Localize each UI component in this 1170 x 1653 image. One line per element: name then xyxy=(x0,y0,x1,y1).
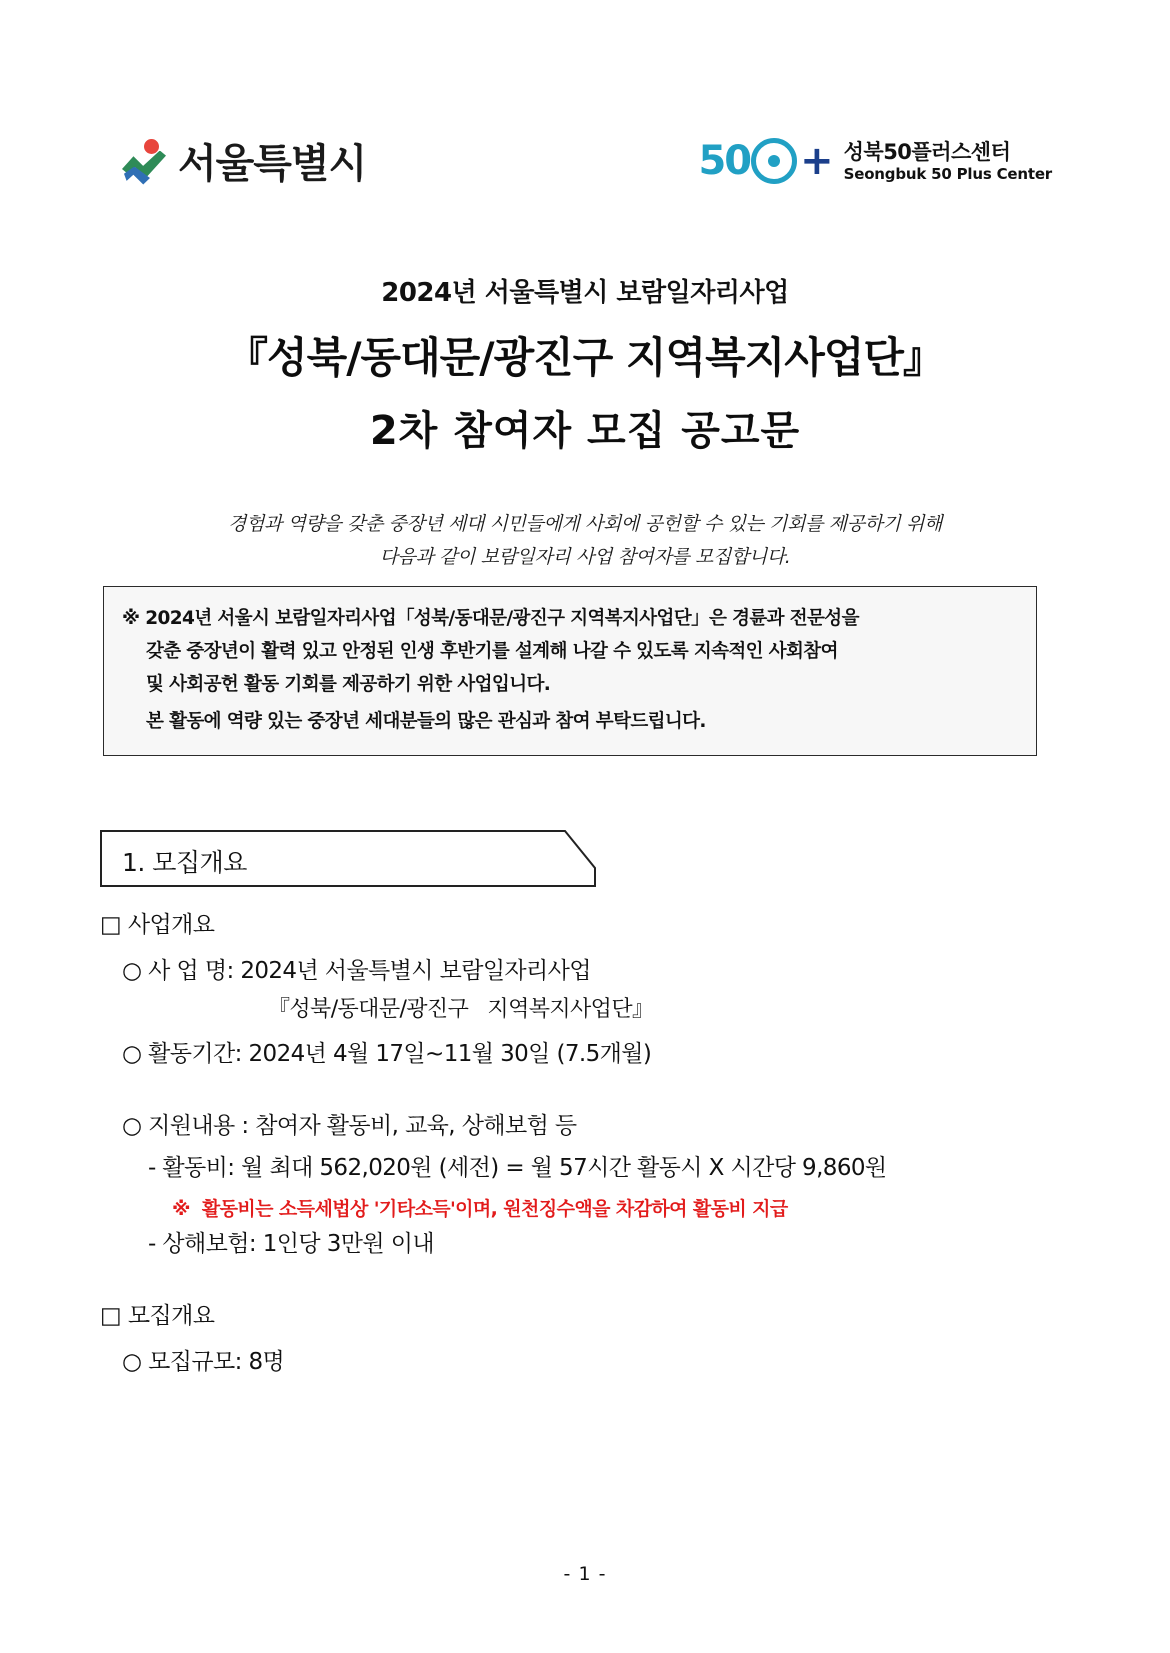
center-name-korean: 성북50플러스센터 xyxy=(843,139,1011,164)
spacer xyxy=(100,1073,1080,1099)
center-name-block xyxy=(844,139,1052,184)
seoul-logo-icon xyxy=(122,137,168,185)
item-accident-insurance: - 상해보험: 1인당 3만원 이내 xyxy=(148,1231,434,1258)
intro-line-1: 경험과 역량을 갖춘 중장년 세대 시민들에게 사회에 공헌할 수 있는 기회를 제공하기 위해 xyxy=(227,513,943,535)
section-heading-1-label: 1. 모집개요 xyxy=(122,848,247,877)
header-logos xyxy=(0,132,1170,212)
notice-line-2: 갖춘 중장년이 활력 있고 안정된 인생 후반기를 설계해 나갈 수 있도록 지속적인 사회참여 xyxy=(146,640,838,662)
document-title-block xyxy=(0,272,1170,456)
notice-line-4: 본 활동에 역량 있는 중장년 세대분들의 많은 관심과 참여 부탁드립니다. xyxy=(146,710,706,732)
page-number: - 1 - xyxy=(563,1563,607,1585)
intro-line-2: 다음과 같이 보람일자리 사업 참여자를 모집합니다. xyxy=(379,546,791,569)
fifty-plus-icon xyxy=(698,138,831,184)
group-title-project-overview: □ 사업개요 xyxy=(100,912,215,938)
center-name-english: Seongbuk 50 Plus Center xyxy=(843,164,1052,183)
page-title: 『성북/동대문/광진구 지역복지사업단』 xyxy=(226,333,944,382)
fifty-number: 50 xyxy=(698,138,751,184)
item-project-name: ○ 사 업 명: 2024년 서울특별시 보람일자리사업 xyxy=(122,957,591,984)
item-activity-allowance: - 활동비: 월 최대 562,020원 (세전) = 월 57시간 활동시 X 시간당 9,860원 xyxy=(148,1154,887,1181)
intro-paragraph xyxy=(115,508,1055,575)
notice-line-3: 및 사회공헌 활동 기회를 제공하기 위한 사업입니다. xyxy=(146,673,551,695)
notice-line-1: ※ 2024년 서울시 보람일자리사업「성북/동대문/광진구 지역복지사업단」은 경륜과 전문성을 xyxy=(122,608,859,629)
ring-icon xyxy=(751,138,797,184)
seoul-logo-text: 서울특별시 xyxy=(178,141,367,187)
seongbuk-50plus-logo xyxy=(698,138,1052,184)
title-overline: 2024년 서울특별시 보람일자리사업 xyxy=(381,278,789,308)
item-project-name-continued: 『성북/동대문/광진구 지역복지사업단』 xyxy=(268,997,654,1023)
item-recruitment-size: ○ 모집규모: 8명 xyxy=(122,1348,285,1375)
item-activity-period: ○ 활동기간: 2024년 4월 17일~11월 30일 (7.5개월) xyxy=(122,1041,652,1068)
section-1-content xyxy=(100,898,1080,1380)
seoul-city-logo xyxy=(122,132,366,189)
item-support-details: ○ 지원내용 : 참여자 활동비, 교육, 상해보험 등 xyxy=(122,1113,577,1140)
group-title-recruitment-overview: □ 모집개요 xyxy=(100,1302,215,1329)
item-allowance-tax-note: ※ 활동비는 소득세법상 '기타소득'이며, 원천징수액을 차감하여 활동비 지급 xyxy=(172,1198,788,1221)
title-subtitle: 2차 참여자 모집 공고문 xyxy=(369,408,801,454)
notice-box xyxy=(103,586,1037,756)
spacer-2 xyxy=(100,1263,1080,1289)
section-heading-1 xyxy=(100,830,600,887)
plus-sign: + xyxy=(800,138,832,184)
